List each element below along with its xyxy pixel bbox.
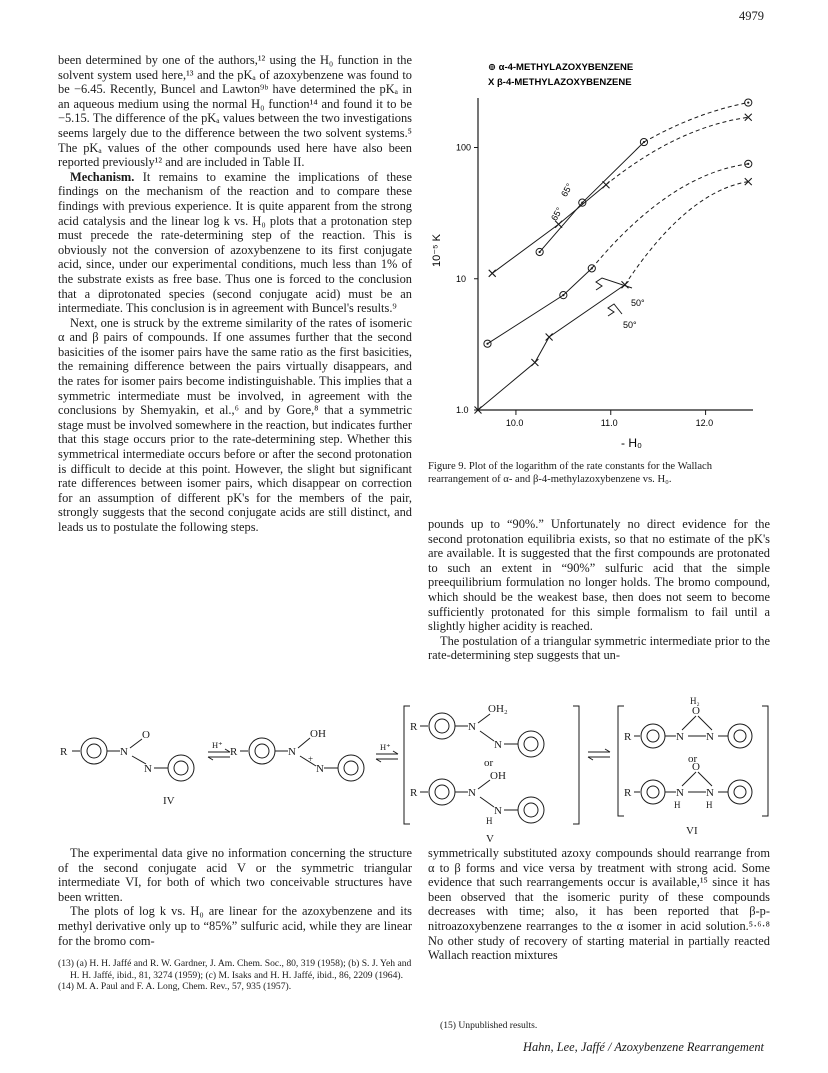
series-1-dashed-curve	[644, 103, 748, 143]
scheme-h: H	[706, 800, 713, 810]
scheme-or: or	[484, 757, 494, 769]
scheme-r: R	[624, 787, 632, 799]
benzene-ring	[641, 724, 665, 748]
y-tick-label: 100	[456, 142, 472, 153]
axes	[456, 98, 753, 428]
data-marks	[475, 99, 752, 414]
benzene-ring	[518, 731, 544, 757]
scheme-n: N	[120, 746, 128, 758]
scheme-o: O	[692, 705, 700, 717]
series-2-point	[489, 270, 496, 277]
scheme-r: R	[230, 746, 238, 758]
series-2-point	[603, 181, 610, 188]
footnote-13: (13) (a) H. H. Jaffé and R. W. Gardner, J. Am. Chem. Soc., 80, 319 (1958); (b) S. J. Yeh and H. H. Jaffé, ibid., 81, 3274 (1959); (c) M. Isaks and H. H. Jaffé, ibid., 86, 2209 (1964).	[58, 958, 412, 981]
series-4-point	[531, 359, 538, 366]
series-3-point-center	[562, 294, 564, 296]
scheme-r: R	[624, 731, 632, 743]
scheme-h: H	[486, 816, 493, 826]
scheme-n: N	[706, 787, 714, 799]
scheme-o: O	[142, 729, 150, 741]
y-tick-label: 10	[456, 273, 467, 284]
scheme-n: N	[706, 731, 714, 743]
scheme-n: N	[676, 731, 684, 743]
figure-caption: Figure 9. Plot of the logarithm of the rate constants for the Wallach rearrangement of α- and β-4-methylazoxybenzene vs. H₀.	[428, 461, 713, 485]
series-3-point-center	[486, 343, 488, 345]
leader-50-alpha	[596, 278, 632, 290]
scheme-h2: H₂	[690, 696, 700, 706]
legend-alpha: ⊚ α-4-METHYLAZOXYBENZENE	[488, 62, 634, 73]
right-column	[428, 517, 770, 663]
scheme-r: R	[410, 787, 418, 799]
scheme-h: H	[674, 800, 681, 810]
annotation-65-alpha: 65°	[559, 181, 575, 199]
series-4-point	[546, 333, 553, 340]
benzene-ring	[429, 713, 455, 739]
left-column	[58, 53, 412, 535]
series-4-line	[478, 285, 625, 410]
benzene-ring	[641, 780, 665, 804]
scheme-n: N	[144, 763, 152, 775]
legend-beta: X β-4-METHYLAZOXYBENZENE	[488, 77, 632, 88]
x-tick-label: 11.0	[600, 418, 618, 428]
bottom-left-column	[58, 846, 412, 992]
scheme-n: N	[494, 739, 502, 751]
scheme-n: N	[316, 763, 324, 775]
scheme-plus: +	[308, 754, 314, 764]
section-heading: Mechanism.	[70, 169, 135, 184]
series-1-point-center	[643, 141, 645, 143]
scheme-label-iv: IV	[163, 795, 175, 807]
series-2-dashed-curve	[606, 117, 748, 185]
scheme-or: or	[688, 753, 698, 765]
scheme-n: N	[676, 787, 684, 799]
annotation-50-beta: 50°	[623, 320, 637, 330]
scheme-n: N	[468, 721, 476, 733]
series-3-dashed-curve	[592, 164, 748, 268]
series-3-point-center	[747, 163, 749, 165]
paragraph: The experimental data give no information concerning the structure of the second conjugate acid V or the symmetric triangular intermediate VI, for both of which two conceivable structures have been written.	[58, 846, 412, 904]
benzene-ring	[81, 738, 107, 764]
leader-50-beta	[608, 304, 622, 316]
footnote-14: (14) M. A. Paul and F. A. Long, Chem. Rev., 57, 935 (1957).	[58, 980, 292, 992]
bottom-right-column	[428, 846, 770, 963]
paragraph: The postulation of a triangular symmetric intermediate prior to the rate-determining step suggests that un-	[428, 633, 770, 663]
annotation-50-alpha: 50°	[631, 298, 645, 308]
series-2-line	[492, 185, 606, 274]
scheme-o: O	[692, 761, 700, 773]
scheme-n: N	[288, 746, 296, 758]
footnote-15: (15) Unpublished results.	[440, 1020, 538, 1031]
figure-9-chart	[428, 48, 770, 468]
paragraph-mechanism	[58, 170, 412, 316]
scheme-n: N	[468, 787, 476, 799]
benzene-ring	[728, 724, 752, 748]
scheme-n: N	[494, 805, 502, 817]
benzene-ring	[249, 738, 275, 764]
paragraph: pounds up to “90%.” Unfortunately no direct evidence for the second protonation equilibria exists, so that no estimate of the pK's are available. It is suggested that the first compounds are protonated to such an extent in “90%” sulfuric acid that the simple preequilibrium formulation no longer holds. The bromo compound, which should be the weakest base, then does not seem to become sufficiently protonated for this simple formalism to fail until a slightly higher acidity is reached.	[428, 517, 770, 634]
benzene-ring	[429, 779, 455, 805]
scheme-oh: OH	[490, 770, 506, 782]
scheme-oh2: OH₂	[488, 703, 508, 715]
footnotes	[58, 958, 412, 992]
scheme-oh: OH	[310, 728, 326, 740]
scheme-r: R	[60, 746, 68, 758]
scheme-label-vi: VI	[686, 825, 698, 837]
benzene-ring	[518, 797, 544, 823]
annotation-65-beta: 65°	[549, 205, 565, 223]
scheme-r: R	[410, 721, 418, 733]
series-1-point-center	[747, 101, 749, 103]
x-tick-label: 12.0	[695, 418, 714, 428]
scheme-hplus: H⁺	[212, 740, 223, 750]
y-axis-label: 10⁻⁵ K	[431, 234, 443, 267]
benzene-ring	[338, 755, 364, 781]
y-tick-label: 1.0	[456, 405, 469, 415]
paragraph: symmetrically substituted azoxy compounds should rearrange from α to β forms and vice versa by treatment with strong acid. Some evidence that such rearrangements occur is available,¹⁵ since it has been observed that the isomeric purity of these compounds decreases with time; also, it has been reported that β-p-nitroazoxybenzene rearranges to the α isomer in acid solution.⁵·⁶·⁸ No other study of recovery of starting material in partially reacted Wallach reaction mixtures	[428, 846, 770, 963]
page-number: 4979	[739, 9, 764, 23]
series-4-dashed-curve	[625, 182, 748, 285]
reaction-scheme	[58, 696, 770, 844]
paragraph: The plots of log k vs. H₀ are linear for the azoxybenzene and its methyl derivative only up to “85%” sulfuric acid, while they are linear for the bromo com-	[58, 904, 412, 948]
benzene-ring	[168, 755, 194, 781]
series-3-point-center	[591, 267, 593, 269]
series-3-line	[487, 268, 591, 343]
scheme-label-v: V	[486, 833, 494, 844]
series-1-point-center	[539, 251, 541, 253]
benzene-ring	[728, 780, 752, 804]
scheme-hplus: H⁺	[380, 742, 391, 752]
paragraph: been determined by one of the authors,¹² using the H₀ function in the solvent system used here,¹³ and the pKₐ of azoxybenzene was found to be −6.45. Recently, Buncel and Lawton⁹ᵇ have determined the pKₐ in an aqueous medium using the normal H₀ function¹⁴ and found it to be −5.15. The difference of the pKₐ values between the two investigations seems largely due to the difference between the two solvent systems.⁵ The pKₐ values of the other compounds used here have also been reported previously¹² and are included in Table II.	[58, 53, 412, 170]
running-footer: Hahn, Lee, Jaffé / Azoxybenzene Rearrangement	[523, 1040, 764, 1054]
x-tick-label: 10.0	[505, 418, 524, 428]
paragraph-text: It remains to examine the implications of these findings on the mechanism of the reaction and to compare these findings with previous experience. It is quite apparent from the strong acid catalysis and the linear log k vs. H₀ plots that a protonation step must precede the rate-determining step of the reaction. This is obviously not the conversion of azoxybenzene to its first conjugate acid, since, under our experimental conditions, much less than 1% of the substrate exists as free base. Thus one is forced to the conclusion that a diprotonated species (second conjugate acid) must be an intermediate. This conclusion is in agreement with Buncel's results.⁹	[58, 169, 412, 316]
x-axis-label: - H₀	[621, 436, 642, 450]
paragraph: Next, one is struck by the extreme similarity of the rates of isomeric α and β pairs of compounds. If one assumes further that the second basicities of the isomer pairs have the same ratio as the first basicities, the remaining difference between the pairs virtually disappears, and the rates for isomer pairs become indistinguishable. This implies that a symmetric intermediate must be involved, in agreement with the conclusions by Shemyakin, et al.,⁶ and by Gore,⁸ that a symmetric stage must be involved somewhere in the reaction, but indicates further that this stage occurs prior to the rate-determining step. Whether this symmetrical intermediate occurs before or after the second protonation is difficult to decide at this point. However, the slight but significant rate differences between isomer pairs, which disappear on correction for an assumption of different pK's for the members of the pair, strongly suggests that the second conjugate acids are still distinct, and leads us to postulate the following steps.	[58, 315, 412, 534]
